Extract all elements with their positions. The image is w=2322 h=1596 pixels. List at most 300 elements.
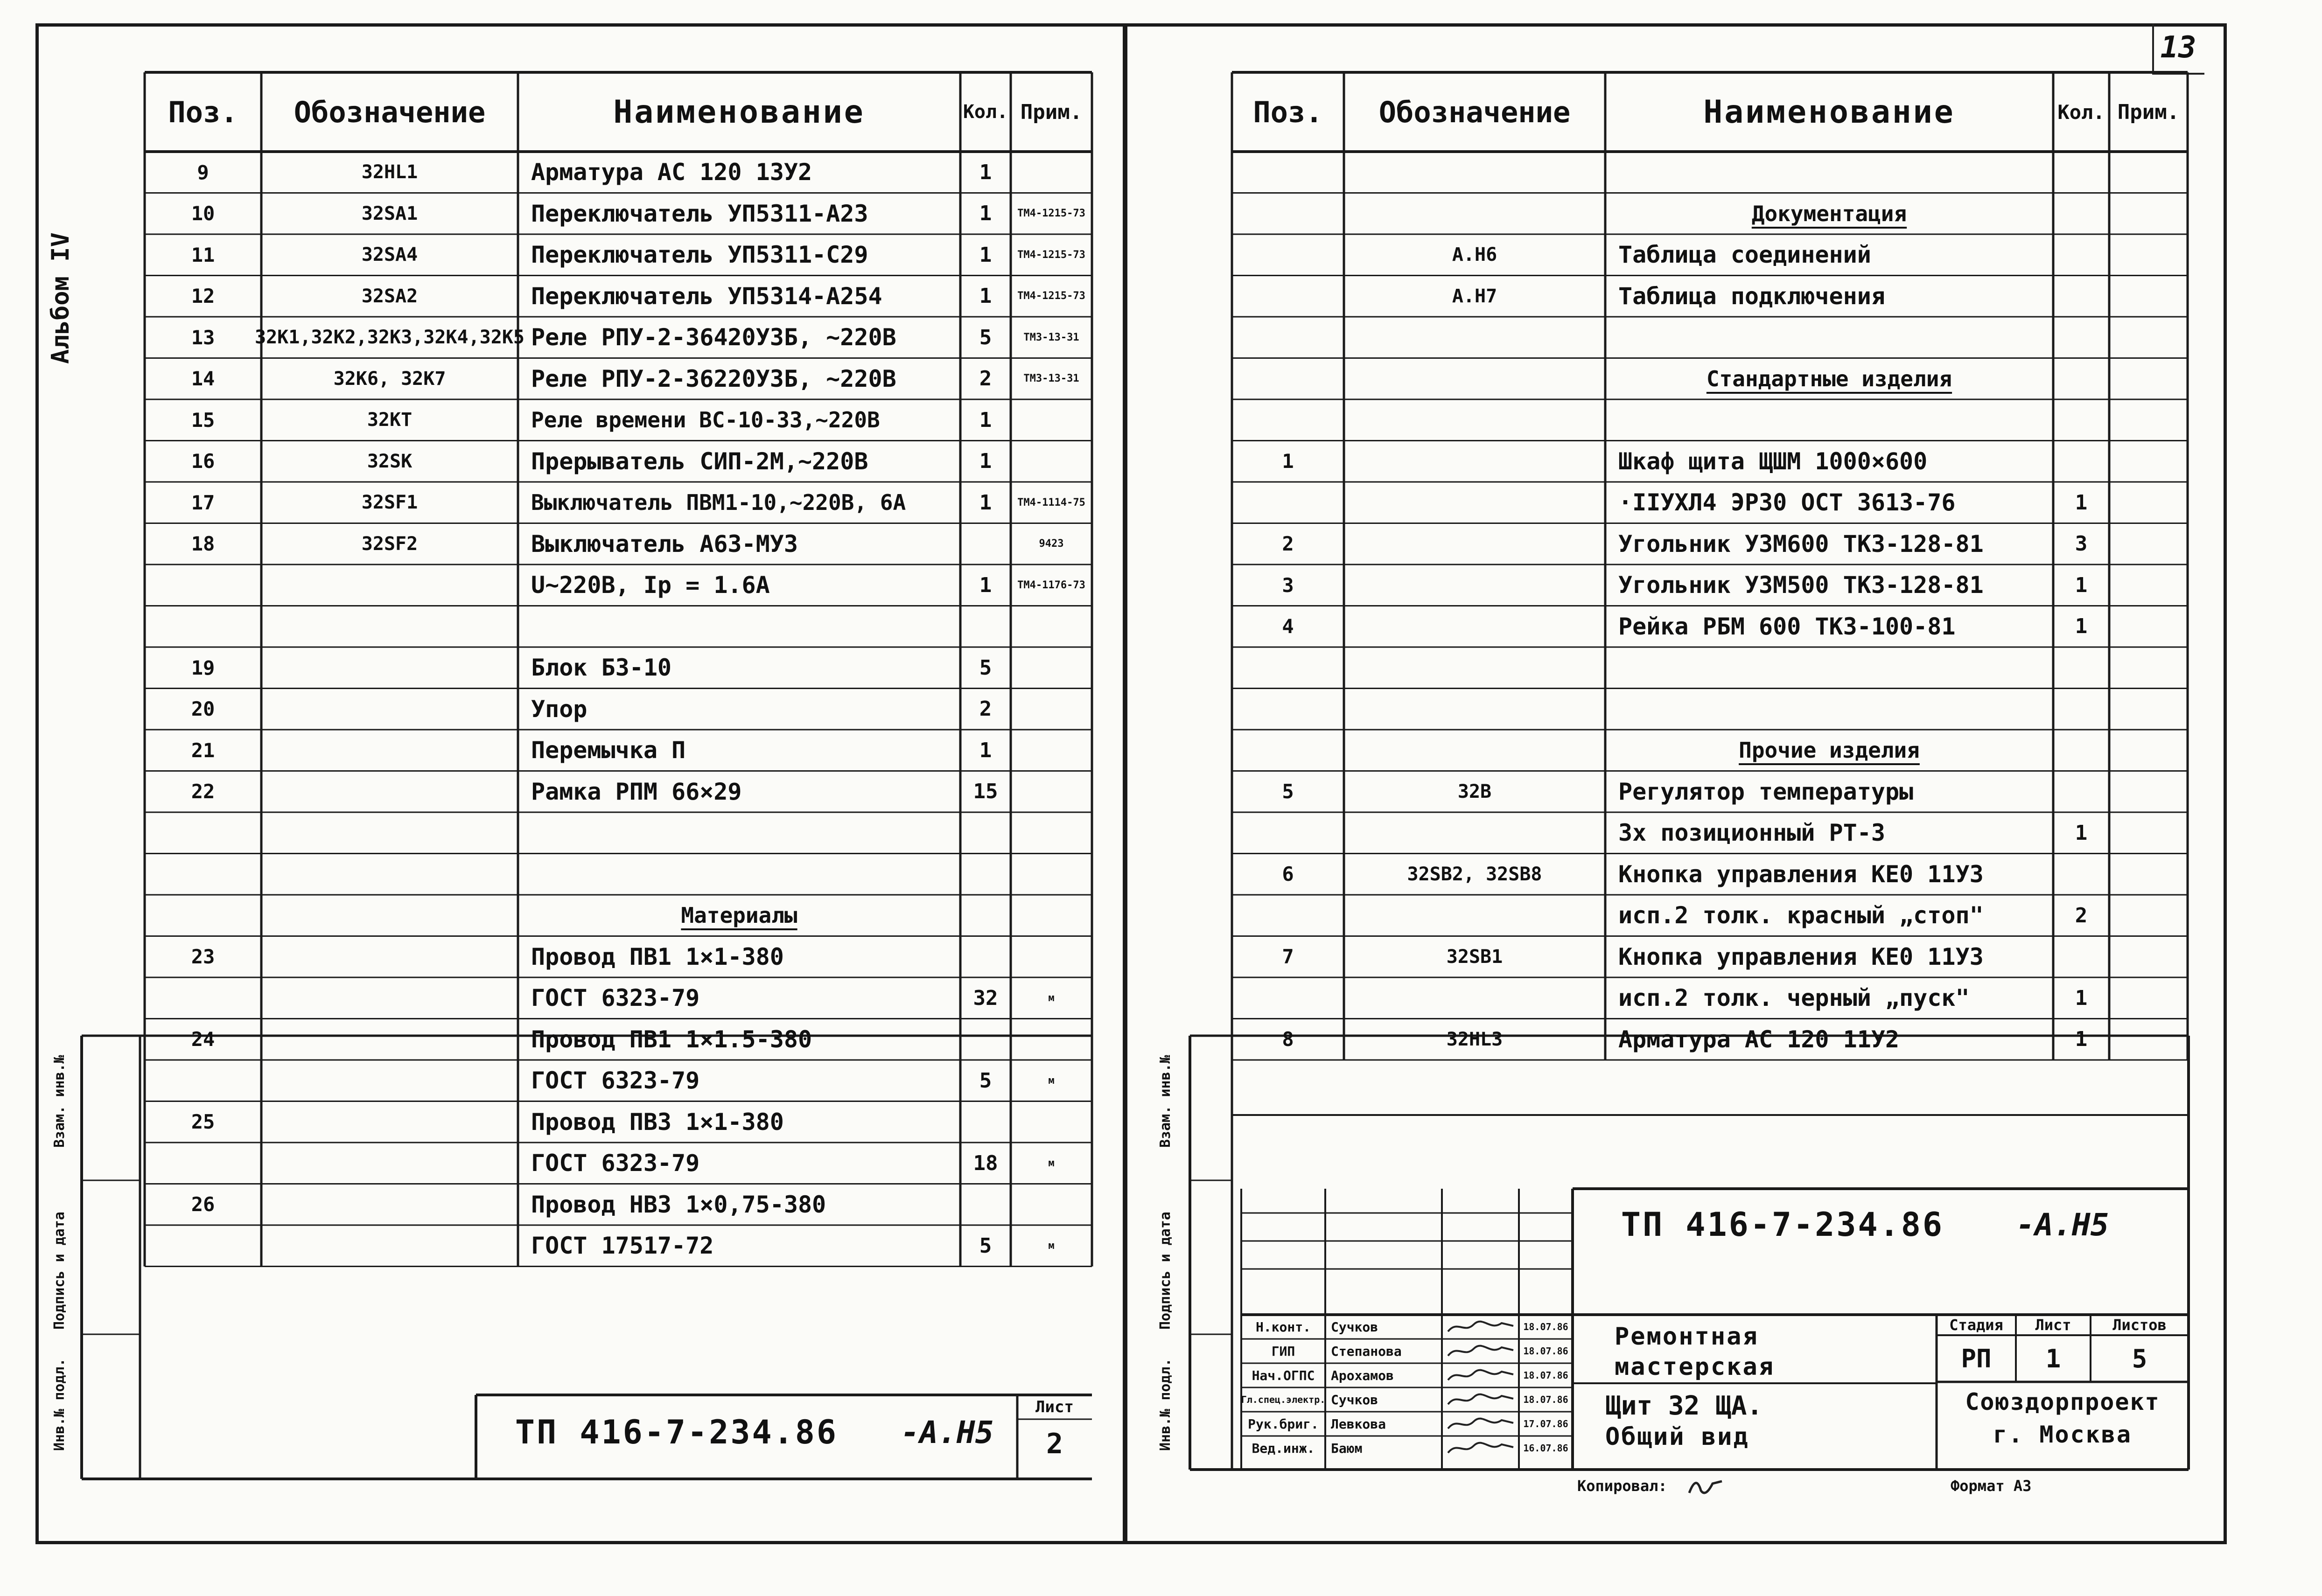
row-name: 3х позиционный РТ-3 (1618, 819, 1885, 847)
row-designation (261, 812, 518, 854)
row-note (1011, 1101, 1092, 1143)
row-designation (261, 1019, 518, 1060)
role-title: Н.конт. (1255, 1319, 1311, 1335)
row-note (2109, 482, 2188, 523)
row-position: 19 (191, 656, 215, 679)
row-quantity: 1 (2075, 1027, 2088, 1052)
role-date: 18.07.86 (1523, 1370, 1568, 1381)
header-note: Прим. (2117, 100, 2180, 124)
role-person: Сучков (1331, 1319, 1378, 1335)
row-designation (1344, 977, 1605, 1019)
row-note (2109, 854, 2188, 895)
row-note (2109, 523, 2188, 565)
row-designation (261, 606, 518, 648)
row-designation: 32K1,32K2,32K3,32K4,32K5 (255, 327, 525, 348)
row-designation: 32SF2 (361, 533, 418, 555)
row-name (1605, 647, 2053, 689)
row-designation (1344, 812, 1605, 854)
row-name: Реле времени ВС-10-33,~220В (531, 407, 880, 433)
row-name: Упор (531, 695, 587, 723)
row-name: Прерыватель СИП-2М,~220В (531, 447, 868, 475)
row-designation: 32SF1 (361, 492, 418, 514)
album-label: Альбом IV (47, 232, 75, 364)
row-designation: 32SB2, 32SB8 (1407, 863, 1542, 885)
project-title-line1: Ремонтная (1615, 1323, 1759, 1351)
row-designation (1344, 523, 1605, 565)
side-label-inv: Инв.№ подл. (51, 1358, 68, 1451)
row-note (2109, 152, 2188, 193)
row-name: Рамка РПМ 66×29 (531, 778, 742, 805)
row-note (1011, 647, 1092, 689)
row-quantity (2053, 193, 2109, 235)
row-quantity (2053, 358, 2109, 400)
row-quantity (960, 895, 1011, 936)
row-note (2109, 565, 2188, 606)
row-name: Выключатель ПВМ1-10,~220В, 6А (531, 490, 906, 516)
row-note (2109, 771, 2188, 813)
header-pos: Поз. (1253, 95, 1323, 129)
row-designation: 32SK (367, 450, 413, 472)
row-name (1605, 399, 2053, 441)
row-quantity (2053, 276, 2109, 317)
row-designation (261, 565, 518, 606)
row-quantity: 5 (979, 655, 992, 680)
row-position: 21 (191, 739, 215, 762)
row-name: Переключатель УП5311-А23 (531, 200, 868, 227)
row-quantity (960, 812, 1011, 854)
role-person: Арохамов (1331, 1367, 1394, 1383)
row-note: м (1048, 992, 1055, 1004)
row-designation (1344, 647, 1605, 689)
row-quantity: 1 (979, 202, 992, 226)
row-note (1011, 1184, 1092, 1226)
row-position (145, 1225, 261, 1267)
row-name: исп.2 толк. красный „стоп" (1618, 902, 1984, 929)
title-suffix: -А.Н5 (2016, 1206, 2109, 1243)
role-title: ГИП (1271, 1343, 1295, 1359)
row-position: 5 (1282, 780, 1294, 803)
row-name (1605, 317, 2053, 358)
row-name: Шкаф щита ЩШМ 1000×600 (1618, 447, 1928, 475)
row-name: Переключатель УП5311-С29 (531, 241, 868, 269)
row-note (2109, 977, 2188, 1019)
row-designation: 32SA2 (361, 285, 418, 307)
row-position: 18 (191, 532, 215, 556)
side-label-replace: Взам. инв.№ (1157, 1055, 1174, 1148)
role-date: 16.07.86 (1523, 1443, 1568, 1454)
row-note: ТМ4-1176-73 (1017, 579, 1085, 591)
row-note (2109, 730, 2188, 771)
row-note (1011, 895, 1092, 936)
row-designation (261, 1143, 518, 1184)
role-person: Степанова (1331, 1343, 1402, 1359)
role-date: 18.07.86 (1523, 1345, 1568, 1357)
row-quantity (2053, 317, 2109, 358)
row-name: Реле РПУ-2-36420У3Б, ~220В (531, 324, 896, 351)
row-position: 1 (1282, 450, 1294, 473)
left-stamp-suffix: -А.Н5 (901, 1414, 994, 1450)
row-name: ГОСТ 6323-79 (531, 984, 700, 1012)
header-name: Наименование (1703, 93, 1955, 131)
row-note (2109, 606, 2188, 648)
row-note (1011, 1019, 1092, 1060)
left-stamp-code: ТП 416-7-234.86 (515, 1413, 839, 1451)
row-designation: 32SB1 (1446, 946, 1503, 968)
row-quantity: 18 (973, 1151, 998, 1175)
row-name: Таблица подключения (1618, 282, 1885, 310)
row-position: 8 (1282, 1028, 1294, 1051)
role-person: Баюм (1331, 1440, 1363, 1456)
row-designation (1344, 606, 1605, 648)
row-position (145, 1143, 261, 1184)
row-note (1011, 689, 1092, 730)
row-designation (1344, 317, 1605, 358)
title-code: ТП 416-7-234.86 (1621, 1206, 1944, 1244)
row-name (1605, 689, 2053, 730)
row-position (145, 565, 261, 606)
row-designation (1344, 730, 1605, 771)
row-position (1232, 152, 1344, 193)
row-designation (261, 854, 518, 895)
row-name: Кнопка управления КЕ0 11УЗ (1618, 943, 1984, 970)
row-note: м (1048, 1240, 1055, 1252)
row-name: Выключатель А63-МУЗ (531, 530, 798, 558)
row-quantity (2053, 234, 2109, 276)
sheet-value: 1 (2045, 1344, 2061, 1373)
row-quantity: 5 (979, 1068, 992, 1093)
row-quantity: 1 (2075, 614, 2088, 639)
row-quantity (2053, 647, 2109, 689)
row-position: 25 (191, 1110, 215, 1134)
sheet-label: Лист (2035, 1316, 2071, 1334)
row-position: 7 (1282, 945, 1294, 969)
format-label: Формат А3 (1951, 1477, 2032, 1495)
section-title: Документация (1751, 201, 1907, 226)
row-position (1232, 482, 1344, 523)
row-designation: 32SA1 (361, 202, 418, 224)
row-name: ·IIУХЛ4 ЭР30 ОСТ 3613-76 (1618, 489, 1956, 516)
signature (1446, 1415, 1516, 1435)
row-quantity: 1 (979, 160, 992, 184)
row-quantity: 1 (979, 573, 992, 597)
stage-label: Стадия (1949, 1316, 2003, 1334)
row-designation (1344, 193, 1605, 235)
row-name: исп.2 толк. черный „пуск" (1618, 984, 1970, 1012)
role-person: Сучков (1331, 1392, 1378, 1408)
row-designation (261, 647, 518, 689)
row-quantity: 32 (973, 986, 998, 1010)
row-quantity (2053, 689, 2109, 730)
row-designation: А.Н7 (1452, 285, 1497, 307)
row-note (1011, 854, 1092, 895)
row-quantity: 2 (2075, 903, 2088, 927)
row-note (2109, 647, 2188, 689)
row-name: ГОСТ 6323-79 (531, 1067, 700, 1094)
row-quantity (2053, 441, 2109, 482)
row-designation (261, 730, 518, 771)
row-name: Переключатель УП5314-А254 (531, 282, 882, 310)
row-note: 9423 (1039, 538, 1064, 550)
row-note (2109, 276, 2188, 317)
row-position (1232, 317, 1344, 358)
row-designation (1344, 689, 1605, 730)
row-designation (1344, 895, 1605, 936)
row-quantity (960, 1101, 1011, 1143)
row-note (1011, 771, 1092, 813)
row-note (2109, 358, 2188, 400)
row-quantity: 5 (979, 325, 992, 349)
row-name (518, 854, 960, 895)
row-designation (261, 977, 518, 1019)
row-quantity (960, 1184, 1011, 1226)
role-title: Рук.бриг. (1248, 1416, 1319, 1432)
row-quantity: 1 (979, 738, 992, 762)
row-position (1232, 647, 1344, 689)
organization-line1: Союздорпроект (1965, 1388, 2160, 1415)
row-quantity (2053, 771, 2109, 813)
row-position: 23 (191, 945, 215, 969)
header-qty: Кол. (963, 101, 1008, 123)
row-quantity: 1 (2075, 490, 2088, 515)
row-note (2109, 399, 2188, 441)
row-position (145, 977, 261, 1019)
row-name: Арматура АС 120 11У2 (1618, 1025, 1900, 1053)
copied-signature (1685, 1470, 1731, 1504)
row-designation (261, 1101, 518, 1143)
row-name (518, 606, 960, 648)
row-position (145, 812, 261, 854)
signature (1446, 1390, 1516, 1411)
row-name: Таблица соединений (1618, 241, 1871, 269)
organization-line2: г. Москва (1993, 1421, 2132, 1448)
row-designation: 32HL3 (1446, 1028, 1503, 1050)
row-position: 14 (191, 367, 215, 390)
row-designation: 32SA4 (361, 244, 418, 266)
row-position (1232, 895, 1344, 936)
row-position: 11 (191, 243, 215, 266)
role-date: 18.07.86 (1523, 1321, 1568, 1332)
row-position (1232, 358, 1344, 400)
row-position: 3 (1282, 573, 1294, 597)
row-position: 20 (191, 697, 215, 721)
row-note: ТМ4-1215-73 (1017, 249, 1085, 261)
row-position: 9 (197, 160, 209, 184)
row-quantity: 5 (979, 1234, 992, 1258)
row-name: Провод ПВ1 1×1-380 (531, 943, 784, 970)
role-title: Вед.инж. (1252, 1440, 1315, 1456)
row-position (145, 606, 261, 648)
row-designation (261, 1184, 518, 1226)
row-position: 6 (1282, 863, 1294, 886)
row-position: 10 (191, 202, 215, 225)
row-quantity (960, 854, 1011, 895)
signature (1446, 1342, 1516, 1362)
row-position: 4 (1282, 615, 1294, 638)
row-name: Кнопка управления КЕ0 11УЗ (1618, 860, 1984, 888)
row-note (1011, 441, 1092, 482)
left-stamp-sheet: 2 (1046, 1428, 1063, 1460)
row-designation (1344, 399, 1605, 441)
row-name: Провод ПВЗ 1×1-380 (531, 1108, 784, 1136)
row-quantity (2053, 936, 2109, 978)
sheets-value: 5 (2132, 1344, 2147, 1373)
row-quantity (960, 523, 1011, 565)
copied-label: Копировал: (1577, 1477, 1667, 1495)
row-note (1011, 152, 1092, 193)
row-quantity: 1 (979, 243, 992, 267)
role-title: Нач.ОГПС (1252, 1367, 1315, 1383)
row-position (1232, 689, 1344, 730)
row-position: 17 (191, 491, 215, 514)
row-position (1232, 977, 1344, 1019)
row-name: Провод НВЗ 1×0,75-380 (531, 1191, 826, 1218)
header-note: Прим. (1020, 100, 1083, 124)
role-title: Гл.спец.электр. (1241, 1394, 1326, 1405)
row-designation (261, 771, 518, 813)
row-quantity: 2 (979, 367, 992, 391)
row-position (145, 854, 261, 895)
row-designation: А.Н6 (1452, 244, 1497, 266)
section-title: Материалы (681, 903, 797, 928)
row-designation (261, 895, 518, 936)
row-note: м (1048, 1157, 1055, 1169)
row-note: ТМ4-1215-73 (1017, 208, 1085, 220)
row-name: Рейка РБМ 600 ТКЗ-100-81 (1618, 613, 1956, 640)
row-designation (1344, 482, 1605, 523)
row-note (2109, 193, 2188, 235)
row-designation (261, 689, 518, 730)
signature (1446, 1366, 1516, 1387)
row-note (2109, 895, 2188, 936)
row-designation (1344, 152, 1605, 193)
row-note (2109, 689, 2188, 730)
row-quantity: 2 (979, 697, 992, 721)
row-designation: 32KT (367, 409, 413, 431)
row-position (145, 1060, 261, 1101)
row-name: Перемычка П (531, 737, 686, 764)
row-note (1011, 936, 1092, 978)
row-position (1232, 812, 1344, 854)
row-note: ТМ4-1215-73 (1017, 290, 1085, 302)
row-position (1232, 276, 1344, 317)
role-date: 17.07.86 (1523, 1418, 1568, 1429)
row-name: Провод ПВ1 1×1.5-380 (531, 1025, 812, 1053)
signature (1446, 1317, 1516, 1338)
row-note: ТМ3-13-31 (1023, 373, 1079, 385)
row-note: ТМ4-1114-75 (1017, 496, 1085, 509)
row-quantity: 1 (2075, 821, 2088, 845)
row-note (2109, 234, 2188, 276)
row-quantity: 1 (979, 490, 992, 515)
header-pos: Поз. (168, 95, 238, 129)
row-quantity (960, 606, 1011, 648)
row-quantity: 1 (2075, 986, 2088, 1010)
row-name: Арматура АС 120 13У2 (531, 159, 812, 186)
row-quantity (2053, 730, 2109, 771)
row-note (2109, 317, 2188, 358)
row-designation (1344, 358, 1605, 400)
left-stamp-sheet-label: Лист (1035, 1398, 1074, 1416)
row-quantity: 1 (979, 284, 992, 308)
row-designation (1344, 565, 1605, 606)
row-note (1011, 730, 1092, 771)
drawing-title-line1: Щит 32 ЩА. (1605, 1390, 1763, 1421)
row-note (2109, 441, 2188, 482)
header-designation: Обозначение (294, 95, 486, 129)
side-label-signature: Подпись и дата (51, 1212, 68, 1330)
side-label-signature: Подпись и дата (1157, 1212, 1174, 1330)
header-name: Наименование (613, 93, 865, 131)
row-note (1011, 399, 1092, 441)
row-position: 2 (1282, 532, 1294, 556)
row-designation: 32HL1 (361, 161, 418, 183)
row-position: 13 (191, 326, 215, 349)
row-note (2109, 1019, 2188, 1060)
row-name (518, 812, 960, 854)
side-label-inv: Инв.№ подл. (1157, 1358, 1174, 1451)
row-position (1232, 730, 1344, 771)
header-qty: Кол. (2057, 100, 2105, 124)
row-name: Угольник УЗМ600 ТКЗ-128-81 (1618, 530, 1984, 558)
section-title: Прочие изделия (1739, 738, 1920, 763)
row-quantity (2053, 399, 2109, 441)
header-designation: Обозначение (1378, 95, 1571, 129)
row-position: 22 (191, 780, 215, 803)
row-note (2109, 812, 2188, 854)
sheet-number: 13 (2160, 30, 2196, 65)
row-name: Угольник УЗМ500 ТКЗ-128-81 (1618, 571, 1984, 599)
row-position: 26 (191, 1193, 215, 1216)
row-quantity: 15 (973, 780, 998, 804)
project-title-line2: мастерская (1615, 1353, 1775, 1381)
row-name: ГОСТ 17517-72 (531, 1232, 714, 1260)
row-note (1011, 606, 1092, 648)
row-quantity: 1 (979, 449, 992, 474)
row-name: Блок БЗ-10 (531, 654, 672, 682)
row-position: 16 (191, 450, 215, 473)
side-label-replace: Взам. инв.№ (51, 1055, 68, 1148)
row-name (1605, 152, 2053, 193)
row-designation (1344, 441, 1605, 482)
row-position (1232, 234, 1344, 276)
row-designation (261, 1225, 518, 1267)
row-note (1011, 812, 1092, 854)
role-person: Левкова (1331, 1416, 1386, 1432)
row-position: 24 (191, 1028, 215, 1051)
row-position (1232, 399, 1344, 441)
signature (1446, 1439, 1516, 1459)
row-position: 12 (191, 285, 215, 308)
row-name: ГОСТ 6323-79 (531, 1150, 700, 1177)
row-designation (261, 936, 518, 978)
row-position (1232, 193, 1344, 235)
row-quantity (960, 936, 1011, 978)
row-position (145, 895, 261, 936)
row-quantity: 1 (979, 408, 992, 432)
row-designation: 32В (1457, 781, 1492, 802)
row-quantity (2053, 152, 2109, 193)
row-name: Реле РПУ-2-36220У3Б, ~220В (531, 365, 896, 392)
row-position: 15 (191, 408, 215, 432)
row-note: ТМ3-13-31 (1023, 331, 1079, 343)
row-quantity (2053, 854, 2109, 895)
row-designation (261, 1060, 518, 1101)
row-designation: 32K6, 32K7 (333, 368, 446, 390)
drawing-title-line2: Общий вид (1605, 1423, 1749, 1451)
stage-value: РП (1961, 1344, 1992, 1373)
section-title: Стандартные изделия (1706, 366, 1952, 391)
sheets-label: Листов (2112, 1316, 2167, 1334)
